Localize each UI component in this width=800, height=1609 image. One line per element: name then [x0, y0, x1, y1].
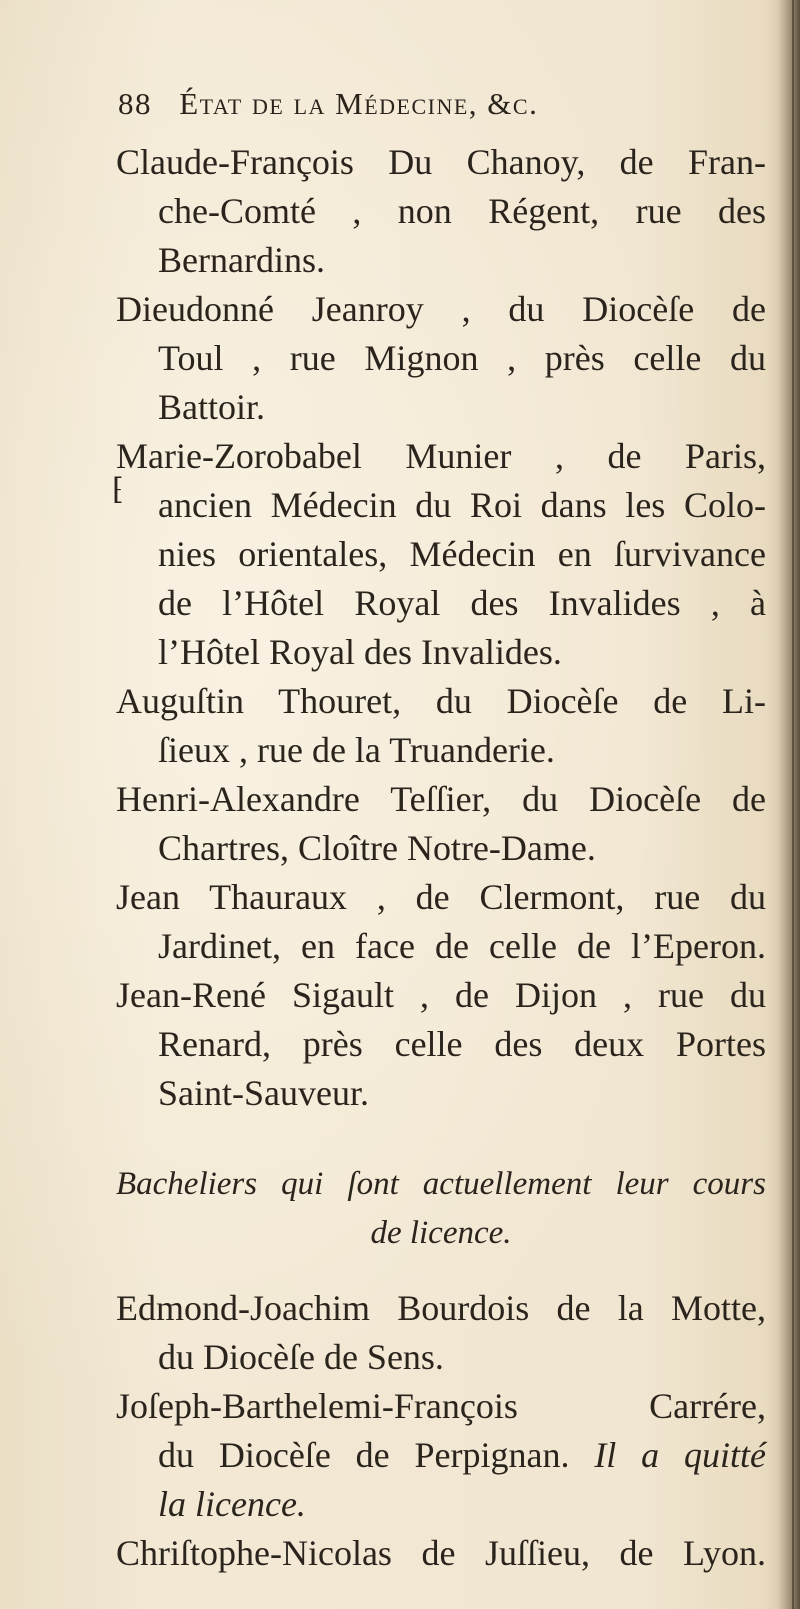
page-number: 88: [118, 86, 152, 121]
entry-text: du Diocèſe de Perpignan.: [158, 1435, 570, 1475]
entry-thauraux: [116, 873, 766, 971]
entry-line: Claude-François Du Chanoy, de Fran-: [116, 142, 766, 182]
entry-jeanroy: [116, 285, 766, 432]
entry-line: Jardinet, en face de celle de l’Eperon.: [158, 926, 766, 966]
running-title: État de la Médecine, &c.: [179, 86, 539, 121]
entry-line: Saint-Sauveur.: [158, 1073, 369, 1113]
entry-line: Bernardins.: [158, 240, 325, 280]
entry-munier: [116, 432, 766, 677]
entry-line: l’Hôtel Royal des Invalides.: [158, 632, 562, 672]
entry-tessier: [116, 775, 766, 873]
heading-line: de licence.: [370, 1215, 512, 1251]
entry-jussieu: [116, 1529, 766, 1578]
entry-line: [116, 1431, 766, 1480]
entry-line: Jean-René Sigault , de Dijon , rue du: [116, 975, 766, 1015]
spacer: [116, 1258, 766, 1284]
entry-line: Chartres, Cloître Notre-Dame.: [158, 828, 596, 868]
text-block: [116, 138, 766, 1578]
entry-line: Renard, près celle des deux Portes: [158, 1024, 766, 1064]
entry-du-chanoy: [116, 138, 766, 285]
entry-line: Toul , rue Mignon , près celle du: [158, 338, 766, 378]
entry-line: che-Comté , non Régent, rue des: [158, 191, 766, 231]
entry-line: ancien Médecin du Roi dans les Colo-: [158, 485, 766, 525]
entry-line: ſieux , rue de la Truanderie.: [158, 730, 555, 770]
entry-carrere: [116, 1382, 766, 1529]
entry-line: Dieudonné Jeanroy , du Diocèſe de: [116, 289, 766, 329]
entry-thouret: [116, 677, 766, 775]
section-heading-bacheliers: [116, 1160, 766, 1258]
page-gutter-shadow: [766, 0, 800, 1609]
entry-line: nies orientales, Médecin en ſurvivance: [158, 534, 766, 574]
heading-line: Bacheliers qui ſont actuellement leur cours: [116, 1166, 766, 1202]
entry-line: Auguſtin Thouret, du Diocèſe de Li-: [116, 681, 766, 721]
entry-line: du Diocèſe de Sens.: [158, 1337, 444, 1377]
running-head: [118, 86, 758, 122]
entry-line: Henri-Alexandre Teſſier, du Diocèſe de: [116, 779, 766, 819]
margin-bracket-mark: ⁅: [112, 473, 124, 506]
entry-note: Il a quitté: [594, 1435, 766, 1475]
entry-note: la licence.: [158, 1484, 306, 1524]
entry-line: Joſeph-Barthelemi-François Carrére,: [116, 1386, 766, 1426]
binding-edge: [792, 0, 794, 1609]
entry-line: Battoir.: [158, 387, 265, 427]
entry-sigault: [116, 971, 766, 1118]
entry-line: de l’Hôtel Royal des Invalides , à: [158, 583, 766, 623]
spacer: [116, 1118, 766, 1160]
entry-line: Marie-Zorobabel Munier , de Paris,: [116, 436, 766, 476]
entry-line: Chriſtophe-Nicolas de Juſſieu, de Lyon.: [116, 1533, 766, 1573]
entry-line: Jean Thauraux , de Clermont, rue du: [116, 877, 766, 917]
entry-line: Edmond-Joachim Bourdois de la Motte,: [116, 1288, 766, 1328]
entry-bourdois: [116, 1284, 766, 1382]
